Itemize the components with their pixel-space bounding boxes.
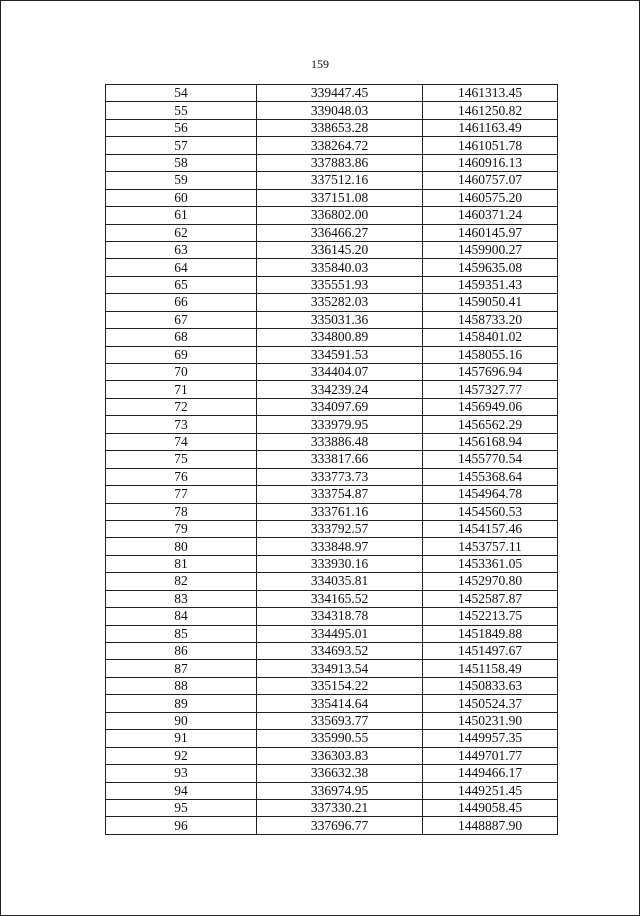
point-number-cell: 88 [106, 677, 257, 694]
point-number-cell: 79 [106, 520, 257, 537]
x-coordinate-cell: 336303.83 [257, 747, 423, 764]
point-number-cell: 82 [106, 573, 257, 590]
y-coordinate-cell: 1458055.16 [423, 346, 558, 363]
table-row [106, 799, 558, 816]
table-row [106, 276, 558, 293]
table-row [106, 154, 558, 171]
x-coordinate-cell: 335693.77 [257, 712, 423, 729]
table-row [106, 346, 558, 363]
x-coordinate-cell: 334800.89 [257, 329, 423, 346]
point-number-cell: 74 [106, 433, 257, 450]
table-row [106, 677, 558, 694]
table-row [106, 782, 558, 799]
x-coordinate-cell: 338264.72 [257, 137, 423, 154]
y-coordinate-cell: 1458733.20 [423, 311, 558, 328]
x-coordinate-cell: 334404.07 [257, 364, 423, 381]
table-row [106, 590, 558, 607]
y-coordinate-cell: 1449058.45 [423, 799, 558, 816]
y-coordinate-cell: 1461313.45 [423, 85, 558, 102]
table-row [106, 119, 558, 136]
y-coordinate-cell: 1452587.87 [423, 590, 558, 607]
y-coordinate-cell: 1452213.75 [423, 608, 558, 625]
point-number-cell: 66 [106, 294, 257, 311]
y-coordinate-cell: 1450231.90 [423, 712, 558, 729]
x-coordinate-cell: 334239.24 [257, 381, 423, 398]
x-coordinate-cell: 336802.00 [257, 207, 423, 224]
x-coordinate-cell: 334035.81 [257, 573, 423, 590]
table-row [106, 538, 558, 555]
x-coordinate-cell: 334097.69 [257, 398, 423, 415]
point-number-cell: 77 [106, 486, 257, 503]
x-coordinate-cell: 337330.21 [257, 799, 423, 816]
x-coordinate-cell: 333886.48 [257, 433, 423, 450]
point-number-cell: 68 [106, 329, 257, 346]
point-number-cell: 78 [106, 503, 257, 520]
table-row [106, 765, 558, 782]
point-number-cell: 67 [106, 311, 257, 328]
x-coordinate-cell: 338653.28 [257, 119, 423, 136]
x-coordinate-cell: 335551.93 [257, 276, 423, 293]
point-number-cell: 70 [106, 364, 257, 381]
x-coordinate-cell: 333979.95 [257, 416, 423, 433]
table-row [106, 817, 558, 834]
x-coordinate-cell: 334913.54 [257, 660, 423, 677]
y-coordinate-cell: 1449251.45 [423, 782, 558, 799]
y-coordinate-cell: 1449466.17 [423, 765, 558, 782]
point-number-cell: 84 [106, 608, 257, 625]
x-coordinate-cell: 335031.36 [257, 311, 423, 328]
point-number-cell: 89 [106, 695, 257, 712]
table-row [106, 207, 558, 224]
x-coordinate-cell: 336466.27 [257, 224, 423, 241]
x-coordinate-cell: 337512.16 [257, 172, 423, 189]
x-coordinate-cell: 334165.52 [257, 590, 423, 607]
table-row [106, 381, 558, 398]
point-number-cell: 73 [106, 416, 257, 433]
table-row [106, 730, 558, 747]
point-number-cell: 55 [106, 102, 257, 119]
x-coordinate-cell: 333773.73 [257, 468, 423, 485]
x-coordinate-cell: 335414.64 [257, 695, 423, 712]
table-row [106, 398, 558, 415]
point-number-cell: 56 [106, 119, 257, 136]
y-coordinate-cell: 1456168.94 [423, 433, 558, 450]
y-coordinate-cell: 1455770.54 [423, 451, 558, 468]
y-coordinate-cell: 1460916.13 [423, 154, 558, 171]
point-number-cell: 72 [106, 398, 257, 415]
table-row [106, 503, 558, 520]
point-number-cell: 71 [106, 381, 257, 398]
x-coordinate-cell: 337883.86 [257, 154, 423, 171]
table-row [106, 468, 558, 485]
y-coordinate-cell: 1457327.77 [423, 381, 558, 398]
table-row [106, 294, 558, 311]
y-coordinate-cell: 1453361.05 [423, 555, 558, 572]
x-coordinate-cell: 333817.66 [257, 451, 423, 468]
x-coordinate-cell: 336145.20 [257, 241, 423, 258]
x-coordinate-cell: 333792.57 [257, 520, 423, 537]
point-number-cell: 83 [106, 590, 257, 607]
x-coordinate-cell: 335990.55 [257, 730, 423, 747]
table-row [106, 224, 558, 241]
x-coordinate-cell: 335282.03 [257, 294, 423, 311]
point-number-cell: 85 [106, 625, 257, 642]
point-number-cell: 62 [106, 224, 257, 241]
coordinate-table [105, 84, 558, 835]
y-coordinate-cell: 1461051.78 [423, 137, 558, 154]
y-coordinate-cell: 1461163.49 [423, 119, 558, 136]
x-coordinate-cell: 333930.16 [257, 555, 423, 572]
table-row [106, 416, 558, 433]
table-row [106, 311, 558, 328]
table-row [106, 695, 558, 712]
table-row [106, 625, 558, 642]
table-row [106, 660, 558, 677]
y-coordinate-cell: 1460145.97 [423, 224, 558, 241]
x-coordinate-cell: 334591.53 [257, 346, 423, 363]
point-number-cell: 90 [106, 712, 257, 729]
y-coordinate-cell: 1459050.41 [423, 294, 558, 311]
y-coordinate-cell: 1451849.88 [423, 625, 558, 642]
y-coordinate-cell: 1459351.43 [423, 276, 558, 293]
point-number-cell: 64 [106, 259, 257, 276]
y-coordinate-cell: 1459900.27 [423, 241, 558, 258]
table-row [106, 486, 558, 503]
point-number-cell: 57 [106, 137, 257, 154]
table-row [106, 137, 558, 154]
table-body [106, 85, 558, 835]
point-number-cell: 94 [106, 782, 257, 799]
x-coordinate-cell: 339447.45 [257, 85, 423, 102]
point-number-cell: 65 [106, 276, 257, 293]
y-coordinate-cell: 1449701.77 [423, 747, 558, 764]
x-coordinate-cell: 336974.95 [257, 782, 423, 799]
point-number-cell: 95 [106, 799, 257, 816]
point-number-cell: 96 [106, 817, 257, 834]
x-coordinate-cell: 333754.87 [257, 486, 423, 503]
table-row [106, 573, 558, 590]
table-row [106, 555, 558, 572]
y-coordinate-cell: 1458401.02 [423, 329, 558, 346]
y-coordinate-cell: 1451497.67 [423, 643, 558, 660]
y-coordinate-cell: 1455368.64 [423, 468, 558, 485]
y-coordinate-cell: 1460371.24 [423, 207, 558, 224]
y-coordinate-cell: 1454964.78 [423, 486, 558, 503]
x-coordinate-cell: 333761.16 [257, 503, 423, 520]
table-row [106, 364, 558, 381]
table-row [106, 712, 558, 729]
page-number: 159 [311, 57, 329, 71]
point-number-cell: 92 [106, 747, 257, 764]
point-number-cell: 58 [106, 154, 257, 171]
table-row [106, 189, 558, 206]
y-coordinate-cell: 1448887.90 [423, 817, 558, 834]
point-number-cell: 54 [106, 85, 257, 102]
point-number-cell: 87 [106, 660, 257, 677]
y-coordinate-cell: 1452970.80 [423, 573, 558, 590]
x-coordinate-cell: 339048.03 [257, 102, 423, 119]
table-row [106, 259, 558, 276]
y-coordinate-cell: 1451158.49 [423, 660, 558, 677]
x-coordinate-cell: 336632.38 [257, 765, 423, 782]
table-row [106, 747, 558, 764]
x-coordinate-cell: 335154.22 [257, 677, 423, 694]
table-row [106, 329, 558, 346]
point-number-cell: 60 [106, 189, 257, 206]
y-coordinate-cell: 1460757.07 [423, 172, 558, 189]
point-number-cell: 75 [106, 451, 257, 468]
x-coordinate-cell: 337696.77 [257, 817, 423, 834]
table-row [106, 102, 558, 119]
x-coordinate-cell: 334495.01 [257, 625, 423, 642]
table-row [106, 85, 558, 102]
table-row [106, 520, 558, 537]
y-coordinate-cell: 1461250.82 [423, 102, 558, 119]
y-coordinate-cell: 1450833.63 [423, 677, 558, 694]
point-number-cell: 86 [106, 643, 257, 660]
point-number-cell: 63 [106, 241, 257, 258]
table-row [106, 433, 558, 450]
x-coordinate-cell: 335840.03 [257, 259, 423, 276]
y-coordinate-cell: 1454560.53 [423, 503, 558, 520]
y-coordinate-cell: 1456562.29 [423, 416, 558, 433]
y-coordinate-cell: 1450524.37 [423, 695, 558, 712]
y-coordinate-cell: 1457696.94 [423, 364, 558, 381]
point-number-cell: 93 [106, 765, 257, 782]
table-row [106, 451, 558, 468]
x-coordinate-cell: 333848.97 [257, 538, 423, 555]
y-coordinate-cell: 1456949.06 [423, 398, 558, 415]
x-coordinate-cell: 337151.08 [257, 189, 423, 206]
point-number-cell: 81 [106, 555, 257, 572]
table-row [106, 172, 558, 189]
point-number-cell: 69 [106, 346, 257, 363]
table-row [106, 608, 558, 625]
x-coordinate-cell: 334693.52 [257, 643, 423, 660]
table-row [106, 643, 558, 660]
table-row [106, 241, 558, 258]
y-coordinate-cell: 1453757.11 [423, 538, 558, 555]
y-coordinate-cell: 1454157.46 [423, 520, 558, 537]
y-coordinate-cell: 1449957.35 [423, 730, 558, 747]
point-number-cell: 76 [106, 468, 257, 485]
point-number-cell: 59 [106, 172, 257, 189]
x-coordinate-cell: 334318.78 [257, 608, 423, 625]
point-number-cell: 61 [106, 207, 257, 224]
point-number-cell: 91 [106, 730, 257, 747]
y-coordinate-cell: 1459635.08 [423, 259, 558, 276]
point-number-cell: 80 [106, 538, 257, 555]
y-coordinate-cell: 1460575.20 [423, 189, 558, 206]
